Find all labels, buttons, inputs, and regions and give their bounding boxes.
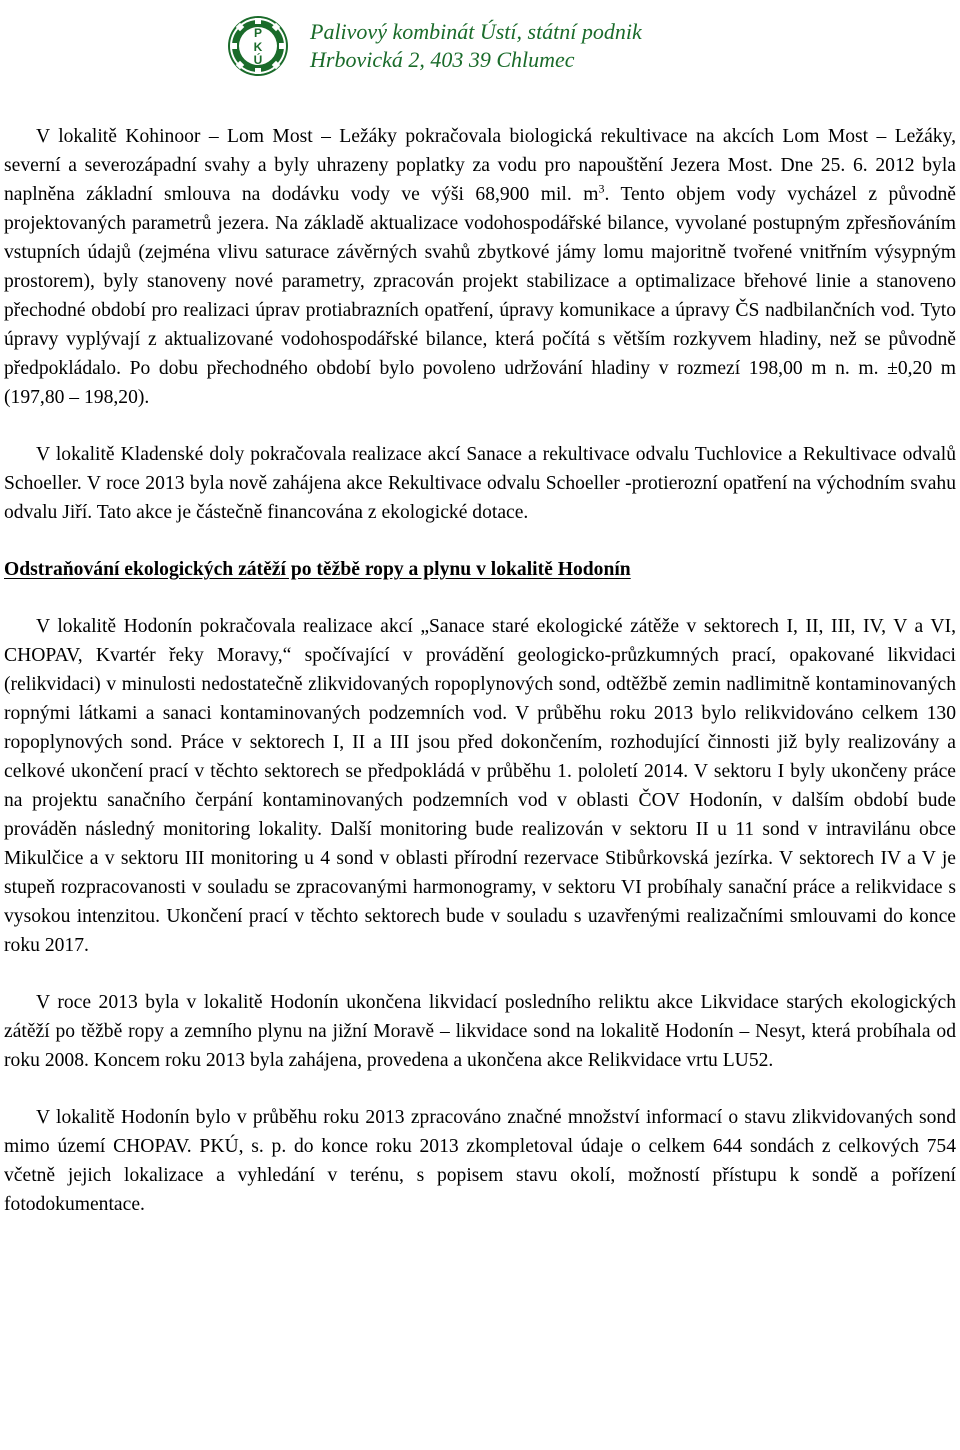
- paragraph-kohinoor: [4, 122, 956, 412]
- pku-logo: [227, 14, 289, 78]
- letterhead: [0, 8, 960, 76]
- paragraph-kohinoor-part1: V lokalitě Kohinoor – Lom Most – Ležáky pokračovala biologická rekultivace na akcích Lom Most – Ležáky, severní a severozápadní svahy a byly uhrazeny poplatky za vodu pro napouštění Jezera Most. Dne 25. 6. 2012 byla naplněna základní smlouva na dodávku vody ve výši 68,900 mil. m: [4, 126, 956, 205]
- paragraph-kladno: V lokalitě Kladenské doly pokračovala realizace akcí Sanace a rekultivace odvalu Tuchlovice a Rekultivace odvalů Schoeller. V roce 2013 byla nově zahájena akce Rekultivace odvalu Schoeller -protierozní opatření na východním svahu odvalu Jiří. Tato akce je částečně financována z ekologické dotace.: [4, 444, 956, 523]
- paragraph-hodonin-likvidace: V roce 2013 byla v lokalitě Hodonín ukončena likvidací posledního reliktu akce Likvidace starých ekologických zátěží po těžbě ropy a zemního plynu na jižní Moravě – likvidace sond na lokalitě Hodonín – Nesyt, která probíhala od roku 2008. Koncem roku 2013 byla zahájena, provedena a ukončena akce Relikvidace vrtu LU52.: [4, 992, 956, 1071]
- organization-name: Palivový kombinát Ústí, státní podnik: [310, 19, 642, 44]
- organization-address: Hrbovická 2, 403 39 Chlumec: [310, 47, 575, 72]
- paragraph-hodonin-sanace: V lokalitě Hodonín pokračovala realizace akcí „Sanace staré ekologické zátěže v sektorech I, II, III, IV, V a VI, CHOPAV, Kvartér řeky Moravy,“ spočívající v provádění geologicko-průzkumných prací, opakované likvidaci (relikvidaci) v minulosti nedostatečně zlikvidovaných ropoplynových sond, odtěžbě zemin nadlimitně kontaminovaných ropnými látkami a sanaci kontaminovaných podzemních vod. V průběhu roku 2013 bylo relikvidováno celkem 130 ropoplynových sond. Práce v sektorech I, II a III jsou před dokončením, rozhodující činnosti již byly realizovány a celkové ukončení prací v těchto sektorech se předpokládá v průběhu 1. pololetí 2014. V sektoru I byly ukončeny práce na projektu sanačního čerpání kontaminovaných podzemních vod v oblasti ČOV Hodonín, v dalším období bude prováděn následný monitoring lokality. Další monitoring bude realizován v sektoru II u 11 sond v intravilánu obce Mikulčice a v sektoru III monitoring u 4 sond v oblasti přírodní rezervace Stibůrkovská jezírka. V sektorech IV a V je stupeň rozpracovanosti v souladu se zpracovanými harmonogramy, v sektoru VI probíhaly sanační práce a relikvidace s vysokou intenzitou. Ukončení prací v těchto sektorech bude v souladu s uzavřenými realizačními smlouvami do konce roku 2017.: [4, 616, 956, 956]
- organization-block: [310, 18, 642, 74]
- paragraph-hodonin-informace: V lokalitě Hodonín bylo v průběhu roku 2013 zpracováno značné množství informací o stavu zlikvidovaných sond mimo území CHOPAV. PKÚ, s. p. do konce roku 2013 zkompletoval údaje o celkem 644 sondách z celkových 754 včetně jejich lokalizace a vyhledání v terénu, s popisem stavu okolí, možností přístupu k sondě a pořízení fotodokumentace.: [4, 1107, 956, 1215]
- logo-letter-u: Ú: [253, 53, 263, 67]
- section-heading-hodonin: Odstraňování ekologických zátěží po těžbě ropy a plynu v lokalitě Hodonín: [4, 559, 631, 580]
- paragraph-kohinoor-part2: . Tento objem vody vycházel z původně projektovaných parametrů jezera. Na základě aktualizace vodohospodářské bilance, vyvolané postupným zpřesňováním vstupních údajů (zejména vlivu saturace závěrných svahů zbytkové jámy lomu majoritně tvořené vnitřním výsypným prostorem), byly stanoveny nové parametry, zpracován projekt stabilizace a optimalizace břehové linie a stanoveno přechodné období pro realizaci úprav protiabrazních opatření, úpravy komunikace a úpravy ČS nadbilančních vod. Tyto úpravy vyplývají z aktualizované vodohospodářské bilance, která počítá s větším rozkyvem hladiny, než se původně předpokládalo. Po dobu přechodného období bylo povoleno udržování hladiny v rozmezí 198,00 m n. m. ±0,20 m (197,80 – 198,20).: [4, 184, 956, 408]
- logo-letter-p: P: [253, 26, 263, 40]
- cubic-superscript: 3: [598, 181, 605, 196]
- logo-letter-k: K: [253, 40, 263, 54]
- document-body: [4, 122, 956, 1219]
